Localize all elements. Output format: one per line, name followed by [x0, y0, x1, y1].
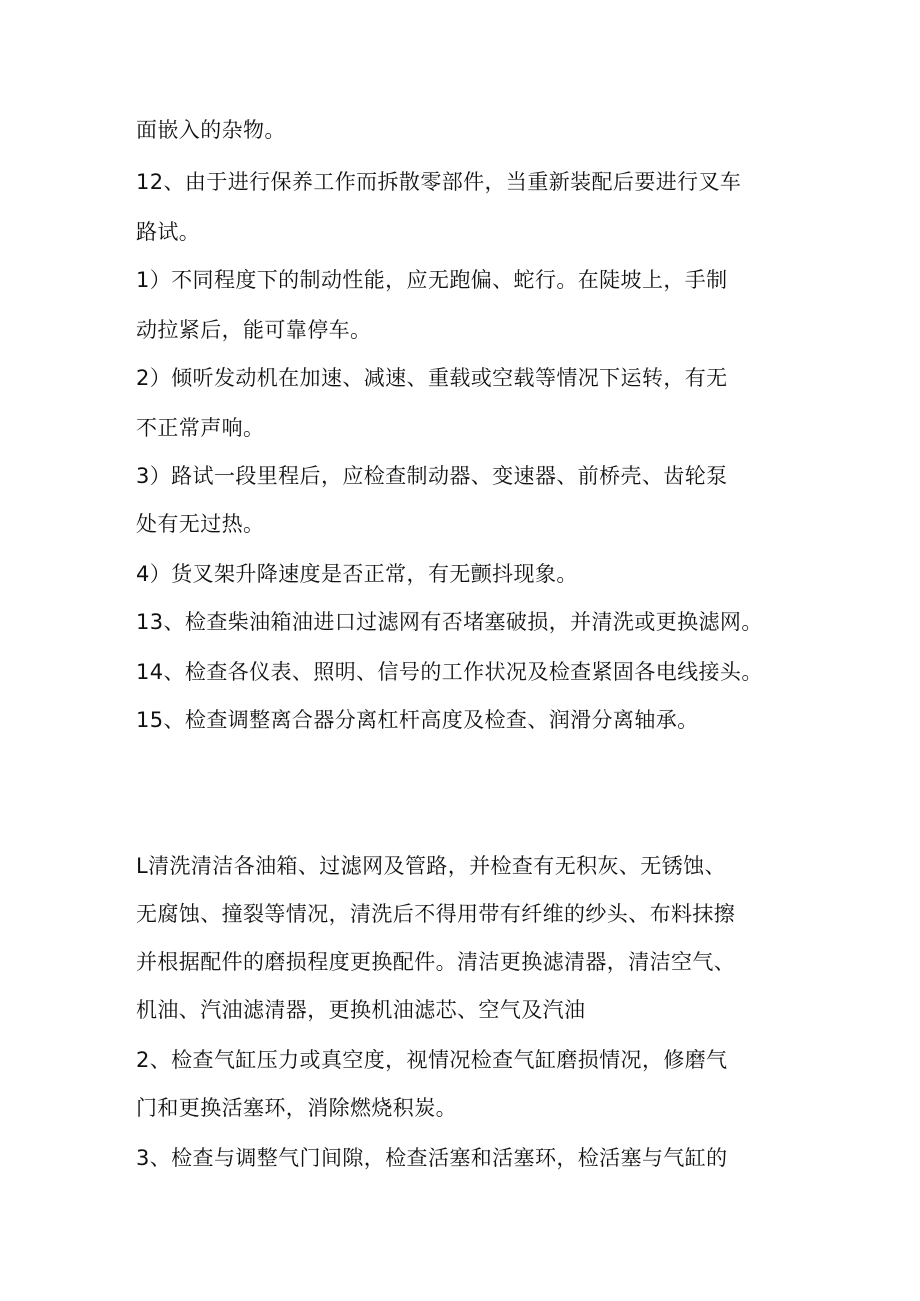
text-line: 1）不同程度下的制动性能，应无跑偏、蛇行。在陡坡上，手制: [136, 268, 728, 292]
text-line: 3）路试一段里程后，应检查制动器、变速器、前桥壳、齿轮泵: [136, 464, 728, 488]
text-line: 路试。: [136, 220, 201, 244]
text-line: 3、检查与调整气门间隙，检查活塞和活塞环，检活塞与气缸的: [136, 1146, 728, 1170]
text-line: 不正常声响。: [136, 416, 265, 440]
text-line: 处有无过热。: [136, 512, 265, 536]
text-line: 13、检查柴油箱油进口过滤网有否堵塞破损，并清洗或更换滤网。: [136, 610, 763, 634]
text-line: 无腐蚀、撞裂等情况，清洗后不得用带有纤维的纱头、布料抹擦: [136, 902, 736, 926]
text-line: 12、由于进行保养工作而拆散零部件，当重新装配后要进行叉车: [136, 170, 742, 194]
text-line: 14、检查各仪表、照明、信号的工作状况及检查紧固各电线接头。: [136, 660, 763, 684]
text-line: 门和更换活塞环，消除燃烧积炭。: [136, 1096, 457, 1120]
text-line: 4）货叉架升降速度是否正常，有无颤抖现象。: [136, 562, 578, 586]
text-line: 并根据配件的磨损程度更换配件。清洁更换滤清器，清洁空气、: [136, 950, 736, 974]
text-line: L清洗清洁各油箱、过滤网及管路，并检查有无积灰、无锈蚀、: [136, 854, 726, 878]
text-line: 2、检查气缸压力或真空度，视情况检查气缸磨损情况，修磨气: [136, 1048, 728, 1072]
text-line: 机油、汽油滤清器，更换机油滤芯、空气及汽油: [136, 998, 586, 1022]
text-line: 15、检查调整离合器分离杠杆高度及检查、润滑分离轴承。: [136, 708, 699, 732]
text-line: 动拉紧后，能可靠停车。: [136, 318, 372, 342]
text-line: 面嵌入的杂物。: [136, 118, 286, 142]
text-line: 2）倾听发动机在加速、减速、重载或空载等情况下运转，有无: [136, 366, 728, 390]
